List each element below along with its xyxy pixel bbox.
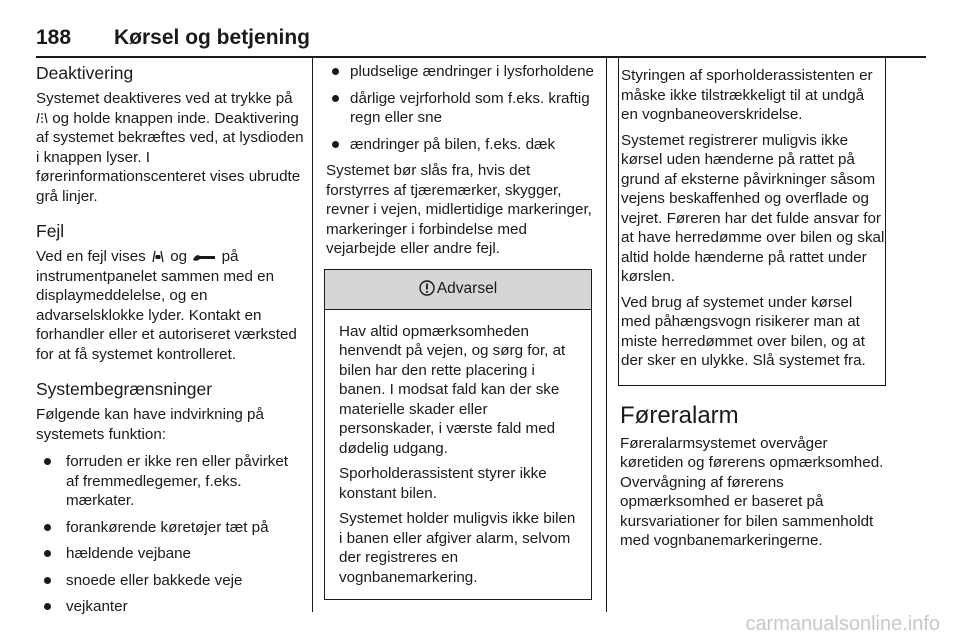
list-item-text: forankørende køretøjer tæt på	[66, 518, 269, 536]
warning-box-continued	[618, 58, 886, 386]
driver-alert-heading: Føreralarm	[620, 401, 739, 429]
list-item-text: ændringer på bilen, f.eks. dæk	[350, 135, 556, 153]
driver-alert-paragraph: Føreralarmsystemet overvåger køretiden og førerens opmærksomhed. Overvågning af førerens opmærksomhed er baseret på kursvariationer for bilen sammenholdt med vognbanemarkeringerne.	[620, 434, 884, 549]
limitations-list	[36, 452, 304, 617]
list-item-text: hældende vejbane	[66, 545, 191, 562]
steering-hands-icon	[191, 251, 217, 263]
switch-off-paragraph: Systemet bør slås fra, hvis det forstyrres af tjæremærker, skygger, revner i vejen, midlertidige markeringer, markeringer i forbindelse med vejarbejde eller andre fejl.	[326, 162, 592, 257]
bullet-icon	[332, 68, 339, 75]
list-item	[36, 597, 304, 617]
bullet-icon	[44, 603, 51, 610]
list-item	[326, 62, 594, 82]
fault-paragraph	[36, 247, 304, 364]
page-title: Kørsel og betjening	[114, 26, 311, 49]
bullet-icon	[332, 95, 339, 102]
bullet-icon	[44, 550, 51, 557]
deactivation-text-b: og holde knappen inde. Deaktivering af systemet bekræftes ved, at lysdioden i knappen lyser. I førerinformationscenteret vises ubrudte grå linjer.	[36, 109, 304, 205]
limitations-intro: Følgende kan have indvirkning på systemets funktion:	[36, 406, 264, 443]
fault-heading: Fejl	[36, 221, 65, 241]
list-item	[326, 135, 594, 155]
column-3	[620, 62, 888, 559]
warning-body	[325, 310, 591, 600]
fault-text-a: Ved en fejl vises	[36, 248, 146, 265]
list-item-text: snoede eller bakkede veje	[66, 571, 243, 589]
deactivation-text-a: Systemet deaktiveres ved at trykke på	[36, 90, 293, 107]
warning-icon	[419, 280, 435, 296]
list-item	[326, 89, 594, 128]
warning-header	[325, 270, 591, 310]
warning-paragraph: Systemet holder muligvis ikke bilen i banen eller afgiver alarm, selvom der registreres en vognbanemarkering.	[339, 510, 576, 586]
page-header	[36, 26, 926, 50]
page-number: 188	[36, 26, 72, 49]
list-item-text: dårlige vejrforhold som f.eks. kraftig regn eller sne	[350, 89, 590, 126]
warning-paragraph: Ved brug af systemet under kørsel med påhængsvogn risikerer man at miste herredømmet over bilen, og at der sker en ulykke. Slå systemet fra.	[621, 293, 866, 369]
bullet-icon	[44, 577, 51, 584]
column-1	[36, 62, 304, 624]
bullet-icon	[44, 458, 51, 465]
watermark: carmanualsonline.info	[745, 613, 940, 635]
warning-paragraph: Styringen af sporholderassistenten er måske ikke tilstrækkeligt til at undgå en vognbaneoverskridelse.	[621, 67, 873, 123]
bullet-icon	[44, 524, 51, 531]
deactivation-heading: Deaktivering	[36, 63, 134, 83]
lane-departure-icon	[150, 249, 166, 263]
fault-text-c: på instrumentpanelet sammen med en displaymeddelelse, og en advarselsklokke lyder. Kontakt en forhandler eller et autoriseret værksted for at få systemet kontrolleret.	[36, 248, 297, 363]
list-item	[36, 571, 304, 591]
list-item	[36, 518, 304, 538]
warning-box	[324, 269, 592, 601]
limitations-list-continued	[326, 62, 594, 154]
list-item-text: pludselige ændringer i lysforholdene	[350, 63, 594, 80]
lane-assist-button-icon	[36, 111, 48, 125]
warning-paragraph: Hav altid opmærksomheden henvendt på vejen, og sørg for, at bilen har den rette placering i banen. I modsat fald kan der ske materielle skader eller personskader, i værste fald med dødelig udgang.	[339, 322, 566, 457]
list-item-text: vejkanter	[66, 598, 128, 615]
column-2	[326, 62, 594, 600]
list-item	[36, 544, 304, 564]
limitations-heading: Systembegrænsninger	[36, 379, 213, 399]
warning-paragraph: Systemet registrerer muligvis ikke kørsel uden hænderne på rattet på grund af eksterne påvirkninger såsom vejens beskaffenhed og overflade og vejret. Føreren har det fulde ansvar for at have herredømme over bilen og skal altid holde hænderne på rattet under kørslen.	[621, 131, 885, 285]
fault-text-b: og	[170, 248, 188, 265]
list-item	[36, 452, 304, 511]
warning-paragraph: Sporholderassistent styrer ikke konstant bilen.	[339, 465, 547, 502]
column-divider-1	[312, 58, 313, 612]
bullet-icon	[332, 141, 339, 148]
list-item-text: forruden er ikke ren eller påvirket af fremmedlegemer, f.eks. mærkater.	[66, 453, 289, 509]
deactivation-paragraph	[36, 89, 304, 206]
column-divider-2	[606, 58, 607, 612]
warning-title: Advarsel	[436, 279, 498, 297]
